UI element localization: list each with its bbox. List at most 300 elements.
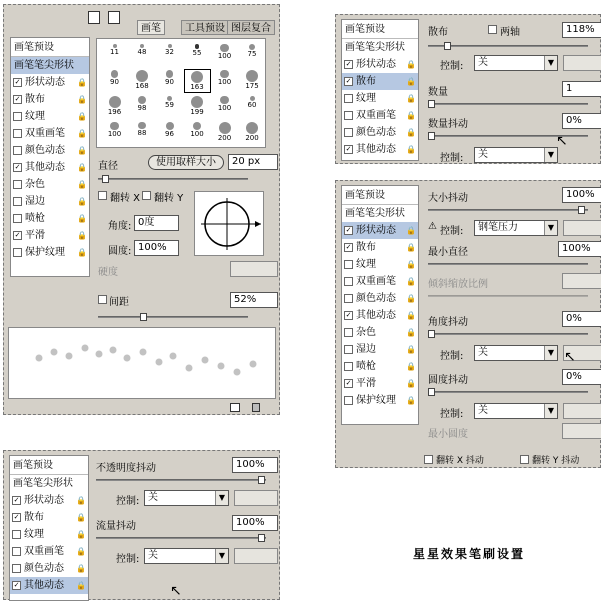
- checkbox-icon[interactable]: [344, 328, 353, 337]
- sidebar-item[interactable]: [342, 307, 418, 324]
- stroke-preview-svg: [9, 328, 277, 400]
- warning-icon: ⚠: [428, 221, 437, 232]
- lock-icon[interactable]: 🔒: [406, 77, 416, 86]
- chevron-down-icon: ▼: [215, 549, 228, 563]
- lock-icon[interactable]: 🔒: [406, 226, 416, 235]
- sidebar-item[interactable]: [342, 205, 418, 222]
- scatter-input[interactable]: 118%: [562, 22, 601, 38]
- caption-title: 星星效果笔刷设置: [413, 547, 526, 561]
- opacity-jitter-slider[interactable]: [96, 479, 266, 481]
- min-diameter-input[interactable]: 100%: [558, 241, 601, 257]
- checkbox-icon[interactable]: [12, 547, 21, 556]
- control-label: 控制:: [440, 226, 464, 237]
- tab-layer-comps[interactable]: 图层复合: [227, 20, 275, 35]
- control3-select[interactable]: [474, 403, 558, 419]
- flip-y-jitter-checkbox[interactable]: [520, 455, 529, 464]
- chevron-down-icon: ▼: [544, 148, 557, 162]
- brush-sidebar: [341, 19, 419, 161]
- stroke-dot: [250, 361, 257, 368]
- flip-x-checkbox[interactable]: [98, 191, 107, 200]
- sidebar-item-label: 散布: [356, 242, 376, 253]
- checkbox-icon[interactable]: ✓: [14, 163, 21, 171]
- brush-sidebar: [9, 455, 89, 601]
- checkbox-icon[interactable]: [13, 129, 22, 138]
- sidebar-item[interactable]: [342, 222, 418, 239]
- min-diameter-label: 最小直径: [428, 247, 468, 258]
- sidebar-item-label: 形状动态: [24, 495, 64, 506]
- sidebar-item[interactable]: [11, 74, 89, 91]
- control-extra: [563, 220, 601, 236]
- checkbox-icon[interactable]: ✓: [345, 226, 352, 234]
- lock-icon[interactable]: 🔒: [76, 496, 86, 505]
- sidebar-item[interactable]: [342, 124, 418, 141]
- scatter-slider[interactable]: [428, 45, 588, 47]
- lock-icon[interactable]: 🔒: [406, 94, 416, 103]
- sidebar-item-label: 形状动态: [25, 77, 65, 88]
- checkbox-icon[interactable]: [344, 94, 353, 103]
- sidebar-item[interactable]: [10, 526, 88, 543]
- sidebar-item-label: 纹理: [356, 93, 376, 104]
- brush-preset-cell[interactable]: [156, 69, 183, 93]
- brush-size-label: 90: [110, 77, 119, 86]
- checkbox-icon[interactable]: ✓: [13, 513, 20, 521]
- brush-tip-icon: [166, 70, 174, 78]
- count-slider[interactable]: [428, 103, 588, 105]
- sidebar-item[interactable]: [342, 20, 418, 39]
- control2-select-value: 关: [478, 149, 488, 160]
- sidebar-item-label: 双重画笔: [356, 110, 396, 121]
- sidebar-item[interactable]: [342, 107, 418, 124]
- checkbox-icon[interactable]: [12, 530, 21, 539]
- lock-icon[interactable]: 🔒: [406, 60, 416, 69]
- slider-knob[interactable]: [428, 132, 435, 140]
- sidebar-item-label: 纹理: [24, 529, 44, 540]
- control2-select-value: 关: [478, 347, 488, 358]
- lock-icon[interactable]: 🔒: [77, 214, 87, 223]
- count-jitter-input[interactable]: 0%: [562, 113, 601, 129]
- slider-knob[interactable]: [428, 100, 435, 108]
- checkbox-icon[interactable]: ✓: [14, 78, 21, 86]
- brush-size-label: 48: [137, 48, 147, 56]
- brush-preset-cell[interactable]: [101, 69, 128, 93]
- brush-preset-cell[interactable]: [184, 121, 211, 145]
- brush-preset-cell[interactable]: [211, 43, 238, 67]
- tab-bar: [137, 20, 279, 36]
- chevron-down-icon: ▼: [544, 221, 557, 235]
- sidebar-item[interactable]: [11, 159, 89, 176]
- brush-tip-icon: [140, 44, 144, 48]
- brush-tip-icon: [220, 44, 228, 52]
- sidebar-item-label: 画笔预设: [345, 190, 385, 201]
- tab-brushes[interactable]: 画笔: [137, 20, 165, 35]
- angle-jitter-label: 角度抖动: [428, 317, 468, 328]
- slider-knob[interactable]: [578, 206, 585, 214]
- lock-icon[interactable]: 🔒: [406, 396, 416, 405]
- sidebar-item[interactable]: [342, 324, 418, 341]
- brush-preset-cell[interactable]: [211, 69, 238, 93]
- trash-icon[interactable]: [252, 403, 260, 412]
- sidebar-item-label: 颜色动态: [24, 563, 64, 574]
- sidebar-item-label: 颜色动态: [356, 293, 396, 304]
- lock-icon[interactable]: 🔒: [77, 180, 87, 189]
- brush-preset-cell[interactable]: [211, 95, 238, 119]
- sidebar-item-label: 杂色: [356, 327, 376, 338]
- brush-tip-icon: [191, 96, 203, 108]
- sidebar-item[interactable]: [342, 90, 418, 107]
- sidebar-item[interactable]: [11, 125, 89, 142]
- checkbox-icon[interactable]: ✓: [14, 95, 21, 103]
- sidebar-item[interactable]: [10, 560, 88, 577]
- checkbox-icon[interactable]: [13, 112, 22, 121]
- control-select[interactable]: [474, 220, 558, 236]
- brush-tip-icon: [166, 122, 174, 130]
- roundness-jitter-label: 圆度抖动: [428, 375, 468, 386]
- control2-extra: [234, 548, 278, 564]
- sidebar-item-label: 平滑: [25, 230, 45, 241]
- tilt-scale-label: 倾斜缩放比例: [428, 279, 488, 290]
- sidebar-item[interactable]: [11, 57, 89, 74]
- slider-knob[interactable]: [258, 476, 265, 484]
- brush-preset-cell[interactable]: [184, 43, 211, 67]
- sidebar-item[interactable]: [342, 141, 418, 158]
- sidebar-item[interactable]: [342, 392, 418, 409]
- sidebar-item-label: 喷枪: [356, 361, 376, 372]
- sidebar-item[interactable]: [11, 227, 89, 244]
- checkbox-icon[interactable]: [344, 362, 353, 371]
- checkbox-icon[interactable]: ✓: [345, 77, 352, 85]
- brush-tip-icon: [167, 96, 172, 101]
- brush-size-label: 100: [217, 52, 232, 61]
- checkbox-icon[interactable]: ✓: [345, 60, 352, 68]
- brush-size-label: 59: [165, 100, 174, 109]
- sidebar-item[interactable]: [10, 543, 88, 560]
- checkbox-icon[interactable]: [344, 396, 353, 405]
- min-diameter-slider[interactable]: [428, 263, 588, 265]
- brush-size-label: 100: [217, 78, 232, 87]
- brush-preset-cell[interactable]: [156, 95, 183, 119]
- sidebar-item[interactable]: [11, 142, 89, 159]
- angle-roundness-preview[interactable]: [194, 191, 264, 256]
- checkbox-icon[interactable]: [13, 180, 22, 189]
- slider-knob[interactable]: [258, 534, 265, 542]
- angle-jitter-slider[interactable]: [428, 333, 588, 335]
- lock-icon[interactable]: 🔒: [406, 260, 416, 269]
- both-axes-checkbox[interactable]: [488, 25, 497, 34]
- opacity-jitter-input[interactable]: 100%: [232, 457, 278, 473]
- brush-tip-icon: [220, 96, 228, 104]
- roundness-input[interactable]: 100%: [134, 240, 179, 256]
- sidebar-item-label: 其他动态: [24, 580, 64, 591]
- brush-size-label: 196: [107, 108, 122, 116]
- lock-icon[interactable]: 🔒: [406, 362, 416, 371]
- chevron-down-icon: ▼: [544, 404, 557, 418]
- brush-size-label: 88: [137, 129, 147, 138]
- brush-preset-cell[interactable]: [101, 95, 128, 119]
- flip-y-jitter-label: 翻转 Y 抖动: [532, 456, 580, 466]
- brush-tip-grid: [96, 38, 266, 148]
- angle-jitter-input[interactable]: 0%: [562, 311, 601, 327]
- brush-preset-cell[interactable]: [156, 43, 183, 67]
- checkbox-icon[interactable]: [344, 128, 353, 137]
- opacity-jitter-label: 不透明度抖动: [96, 463, 156, 474]
- count-jitter-label: 数量抖动: [428, 119, 468, 130]
- control-select[interactable]: [474, 55, 558, 71]
- use-sample-size-button[interactable]: 使用取样大小: [148, 155, 224, 170]
- checkbox-icon[interactable]: ✓: [345, 311, 352, 319]
- stroke-dot: [202, 357, 209, 364]
- sidebar-item-label: 喷枪: [25, 213, 45, 224]
- brush-size-label: 199: [190, 108, 204, 116]
- checkbox-icon[interactable]: [13, 197, 22, 206]
- control2-select[interactable]: [474, 345, 558, 361]
- checkbox-icon[interactable]: [344, 111, 353, 120]
- brush-preset-cell[interactable]: [184, 95, 211, 119]
- brush-size-label: 100: [190, 130, 204, 139]
- control-select[interactable]: [144, 490, 229, 506]
- stroke-dot: [51, 349, 58, 356]
- sidebar-item[interactable]: [342, 256, 418, 273]
- checkbox-icon[interactable]: [13, 248, 22, 257]
- brush-size-label: 60: [247, 101, 257, 109]
- stroke-dot: [218, 363, 225, 370]
- sidebar-item[interactable]: [11, 38, 89, 57]
- lock-icon[interactable]: 🔒: [77, 231, 87, 240]
- lock-icon[interactable]: 🔒: [76, 530, 86, 539]
- sidebar-item-label: 画笔笔尖形状: [13, 478, 73, 489]
- scatter-label: 散布: [428, 27, 448, 38]
- roundness-label: 圆度:: [108, 246, 132, 257]
- brush-preset-cell[interactable]: [211, 121, 238, 145]
- spacing-slider[interactable]: [98, 316, 248, 318]
- mouse-cursor-icon: ↖: [170, 583, 182, 599]
- flip-x-label: 翻转 X: [110, 193, 141, 204]
- sidebar-item[interactable]: [11, 193, 89, 210]
- sidebar-item[interactable]: [10, 509, 88, 526]
- control2-label: 控制:: [440, 351, 464, 362]
- brush-preset-cell[interactable]: [184, 69, 211, 93]
- brush-tip-icon: [138, 122, 145, 129]
- brush-tip-icon: [109, 96, 121, 108]
- brush-tip-icon: [110, 122, 118, 130]
- brush-size-label: 32: [165, 48, 174, 56]
- sidebar-item[interactable]: [342, 56, 418, 73]
- tilt-scale-input: [562, 273, 601, 289]
- checkbox-icon[interactable]: ✓: [13, 581, 20, 589]
- sidebar-item[interactable]: [342, 186, 418, 205]
- roundness-jitter-slider[interactable]: [428, 391, 588, 393]
- diameter-input[interactable]: 20 px: [228, 154, 278, 170]
- control2-select[interactable]: [144, 548, 229, 564]
- brush-size-label: 55: [192, 48, 202, 57]
- checkbox-icon[interactable]: ✓: [345, 379, 352, 387]
- diameter-slider[interactable]: [98, 178, 248, 180]
- checkbox-icon[interactable]: [344, 294, 353, 303]
- count-input[interactable]: 1: [562, 81, 601, 97]
- sidebar-item[interactable]: [10, 456, 88, 475]
- brush-size-label: 200: [245, 134, 259, 142]
- sidebar-item-label: 平滑: [356, 378, 376, 389]
- flip-x-jitter-checkbox[interactable]: [424, 455, 433, 464]
- brush-preset-cell[interactable]: [101, 121, 128, 145]
- control3-select-value: 关: [478, 405, 488, 416]
- brush-tip-icon: [113, 44, 117, 48]
- control3-label: 控制:: [440, 409, 464, 420]
- lock-icon[interactable]: 🔒: [77, 78, 87, 87]
- roundness-jitter-input[interactable]: 0%: [562, 369, 601, 385]
- lock-icon[interactable]: 🔒: [406, 145, 416, 154]
- brush-preset-cell[interactable]: [129, 95, 156, 119]
- lock-icon[interactable]: 🔒: [406, 311, 416, 320]
- control-label: 控制:: [440, 61, 464, 72]
- brush-panel-other-dynamics: [3, 450, 280, 600]
- chevron-down-icon: ▼: [544, 346, 557, 360]
- lock-icon[interactable]: 🔒: [77, 146, 87, 155]
- sidebar-item-label: 双重画笔: [25, 128, 65, 139]
- checkbox-icon[interactable]: [13, 214, 22, 223]
- new-brush-icon[interactable]: [230, 403, 240, 412]
- lock-icon[interactable]: 🔒: [406, 345, 416, 354]
- brush-size-label: 100: [217, 104, 232, 113]
- flow-jitter-input[interactable]: 100%: [232, 515, 278, 531]
- brush-panel-scatter: [335, 14, 601, 164]
- brush-preset-cell[interactable]: [156, 121, 183, 145]
- lock-icon[interactable]: 🔒: [76, 547, 86, 556]
- lock-icon[interactable]: 🔒: [77, 95, 87, 104]
- lock-icon[interactable]: 🔒: [77, 112, 87, 121]
- brush-preset-cell[interactable]: [129, 69, 156, 93]
- lock-icon[interactable]: 🔒: [77, 197, 87, 206]
- lock-icon[interactable]: 🔒: [406, 243, 416, 252]
- size-jitter-slider[interactable]: [428, 209, 588, 211]
- sidebar-item[interactable]: [11, 91, 89, 108]
- sidebar-item[interactable]: [342, 341, 418, 358]
- slider-knob[interactable]: [428, 330, 435, 338]
- stroke-dot: [234, 369, 241, 376]
- sidebar-item[interactable]: [11, 210, 89, 227]
- brush-panel-tip-shape: [3, 4, 280, 415]
- min-roundness-label: 最小圆度: [428, 429, 468, 440]
- sidebar-item[interactable]: [342, 273, 418, 290]
- sidebar-item-label: 画笔笔尖形状: [14, 60, 74, 71]
- slider-knob[interactable]: [428, 388, 435, 396]
- brush-preset-cell[interactable]: [239, 69, 266, 93]
- brush-preset-cell[interactable]: [239, 95, 266, 119]
- brush-tip-icon: [193, 122, 201, 130]
- brush-size-label: 90: [165, 77, 174, 86]
- sidebar-item[interactable]: [342, 358, 418, 375]
- slider-knob[interactable]: [102, 175, 109, 183]
- lock-icon[interactable]: 🔒: [76, 581, 86, 590]
- checkbox-icon[interactable]: [12, 564, 21, 573]
- sidebar-item-label: 画笔笔尖形状: [345, 208, 405, 219]
- sidebar-item[interactable]: [11, 176, 89, 193]
- flow-jitter-slider[interactable]: [96, 537, 266, 539]
- panel-header-icons: [84, 11, 124, 27]
- stroke-dot: [82, 345, 89, 352]
- tab-tool-presets[interactable]: 工具预设: [181, 20, 229, 35]
- checkbox-icon[interactable]: ✓: [13, 496, 20, 504]
- sidebar-item[interactable]: [10, 475, 88, 492]
- lock-icon[interactable]: 🔒: [77, 129, 87, 138]
- lock-icon[interactable]: 🔒: [406, 294, 416, 303]
- sidebar-item[interactable]: [11, 108, 89, 125]
- spacing-input[interactable]: 52%: [230, 292, 278, 308]
- angle-input[interactable]: 0度: [134, 215, 179, 231]
- sidebar-item-label: 颜色动态: [356, 127, 396, 138]
- lock-icon[interactable]: 🔒: [406, 379, 416, 388]
- new-doc-icon[interactable]: [108, 11, 120, 24]
- spacing-checkbox[interactable]: [98, 295, 107, 304]
- lock-icon[interactable]: 🔒: [406, 328, 416, 337]
- brush-preset-cell[interactable]: [239, 121, 266, 145]
- brush-size-label: 11: [110, 48, 119, 56]
- sidebar-item[interactable]: [342, 39, 418, 56]
- sidebar-item-label: 保护纹理: [25, 247, 65, 258]
- sidebar-item[interactable]: [11, 244, 89, 261]
- lock-icon[interactable]: 🔒: [77, 163, 87, 172]
- brush-size-label: 168: [135, 82, 149, 90]
- sidebar-item[interactable]: [10, 577, 88, 594]
- checkbox-icon[interactable]: [344, 345, 353, 354]
- checkbox-icon[interactable]: ✓: [345, 145, 352, 153]
- sidebar-item-label: 保护纹理: [356, 395, 396, 406]
- slider-knob[interactable]: [444, 42, 451, 50]
- checkbox-icon[interactable]: [13, 146, 22, 155]
- sidebar-item[interactable]: [342, 73, 418, 90]
- chevron-down-icon: ▼: [544, 56, 557, 70]
- sidebar-item[interactable]: [342, 290, 418, 307]
- flip-y-label: 翻转 Y: [154, 193, 184, 204]
- sidebar-item[interactable]: [342, 375, 418, 392]
- brush-preset-cell[interactable]: [239, 43, 266, 67]
- lock-icon[interactable]: 🔒: [77, 248, 87, 257]
- brush-preset-cell[interactable]: [101, 43, 128, 67]
- slider-knob[interactable]: [140, 313, 147, 321]
- sidebar-item[interactable]: [342, 239, 418, 256]
- sidebar-item-label: 画笔预设: [13, 460, 53, 471]
- flip-y-checkbox[interactable]: [142, 191, 151, 200]
- brush-size-label: 175: [245, 82, 259, 90]
- lock-icon[interactable]: 🔒: [76, 564, 86, 573]
- mouse-cursor-icon: ↖: [556, 133, 568, 149]
- sidebar-item-label: 散布: [24, 512, 44, 523]
- sidebar-item[interactable]: [10, 492, 88, 509]
- flip-x-jitter-label: 翻转 X 抖动: [436, 456, 484, 466]
- brush-preset-cell[interactable]: [129, 43, 156, 67]
- size-jitter-input[interactable]: 100%: [562, 187, 601, 203]
- brush-preset-cell[interactable]: [129, 121, 156, 145]
- mouse-cursor-icon: ↖: [564, 349, 576, 365]
- control2-select[interactable]: [474, 147, 558, 163]
- lock-icon[interactable]: 🔒: [406, 128, 416, 137]
- lock-icon[interactable]: 🔒: [76, 513, 86, 522]
- checkbox-icon[interactable]: [344, 277, 353, 286]
- panel-menu-icon[interactable]: [88, 11, 100, 24]
- brush-tip-icon: [111, 70, 119, 78]
- checkbox-icon[interactable]: ✓: [345, 243, 352, 251]
- lock-icon[interactable]: 🔒: [406, 277, 416, 286]
- lock-icon[interactable]: 🔒: [406, 111, 416, 120]
- crosshair-icon: [195, 192, 265, 257]
- sidebar-item-label: 其他动态: [356, 310, 396, 321]
- checkbox-icon[interactable]: [344, 260, 353, 269]
- brush-tip-icon: [191, 71, 203, 83]
- control2-select-value: 关: [148, 550, 158, 561]
- control2-label: 控制:: [440, 153, 464, 164]
- stroke-dot: [66, 353, 73, 360]
- checkbox-icon[interactable]: ✓: [14, 231, 21, 239]
- brush-tip-icon: [246, 122, 258, 134]
